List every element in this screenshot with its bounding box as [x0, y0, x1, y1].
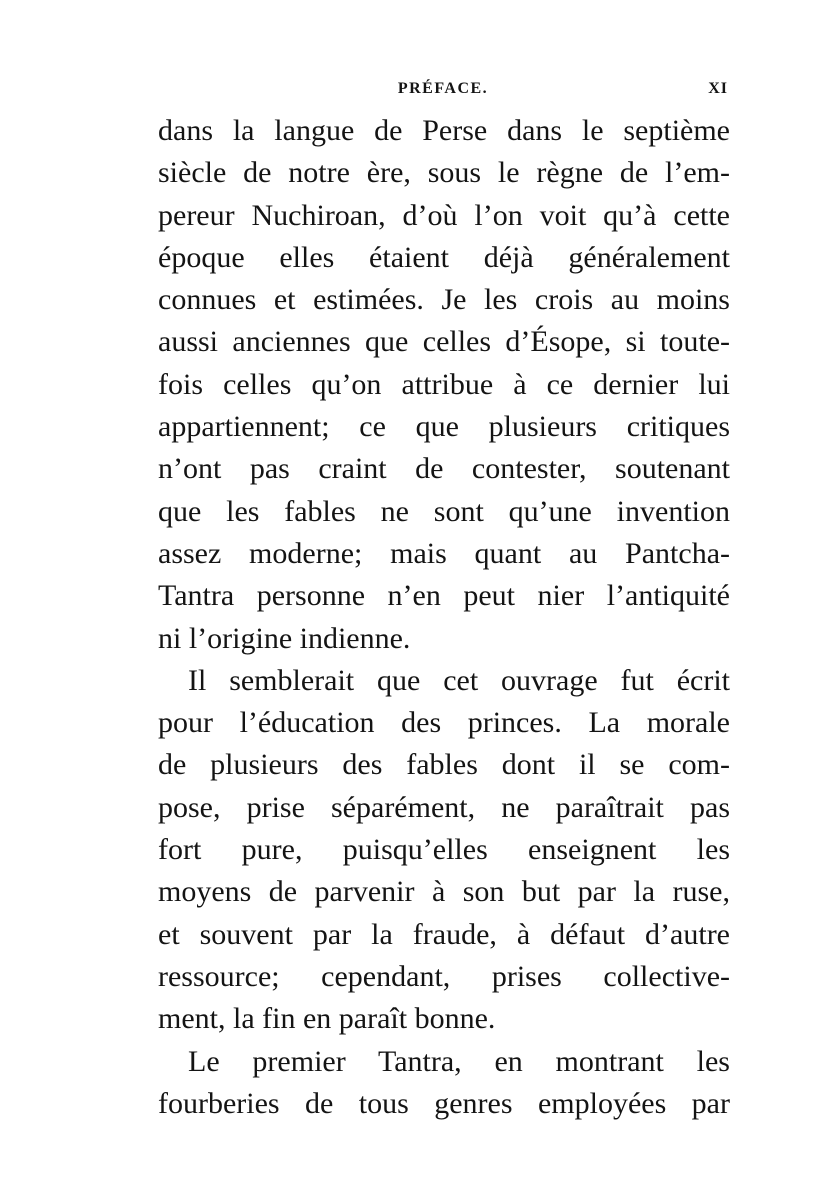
- page-number: XI: [708, 80, 728, 97]
- text-line: pour l’éducation des princes. La morale: [158, 706, 730, 740]
- text-line: moyens de parvenir à son but par la ruse,: [158, 875, 730, 909]
- text-line: et souvent par la fraude, à défaut d’autre: [158, 917, 730, 951]
- text-line: fourberies de tous genres employées par: [158, 1086, 730, 1120]
- text-line: assez moderne; mais quant au Pantcha-: [158, 536, 730, 570]
- text-line: n’ont pas craint de contester, soutenant: [158, 452, 730, 486]
- text-line: appartiennent; ce que plusieurs critiques: [158, 410, 730, 444]
- text-line: pereur Nuchiroan, d’où l’on voit qu’à cette: [158, 198, 730, 232]
- running-head: [158, 80, 728, 102]
- text-line: Il semblerait que cet ouvrage fut écrit: [188, 663, 730, 697]
- text-line: de plusieurs des fables dont il se com-: [158, 748, 730, 782]
- text-line: dans la langue de Perse dans le septième: [158, 114, 730, 147]
- text-line: que les fables ne sont qu’une invention: [158, 494, 730, 528]
- text-line: siècle de notre ère, sous le règne de l’em-: [158, 156, 730, 190]
- text-line: Le premier Tantra, en montrant les: [188, 1044, 730, 1078]
- text-line: aussi anciennes que celles d’Ésope, si toute-: [158, 325, 730, 359]
- text-line: fort pure, puisqu’elles enseignent les: [158, 833, 730, 867]
- body-text: [158, 110, 730, 1125]
- text-line: fois celles qu’on attribue à ce dernier lui: [158, 367, 730, 401]
- text-line: ressource; cependant, prises collective-: [158, 959, 730, 993]
- text-line: époque elles étaient déjà généralement: [158, 240, 730, 274]
- text-line: pose, prise séparément, ne paraîtrait pas: [158, 790, 730, 824]
- text-line: ni l’origine indienne.: [158, 621, 411, 655]
- text-line: connues et estimées. Je les crois au moins: [158, 283, 730, 317]
- text-line: ment, la fin en paraît bonne.: [158, 1002, 496, 1036]
- running-title: PRÉFACE.: [397, 80, 489, 97]
- text-line: Tantra personne n’en peut nier l’antiquité: [158, 579, 730, 613]
